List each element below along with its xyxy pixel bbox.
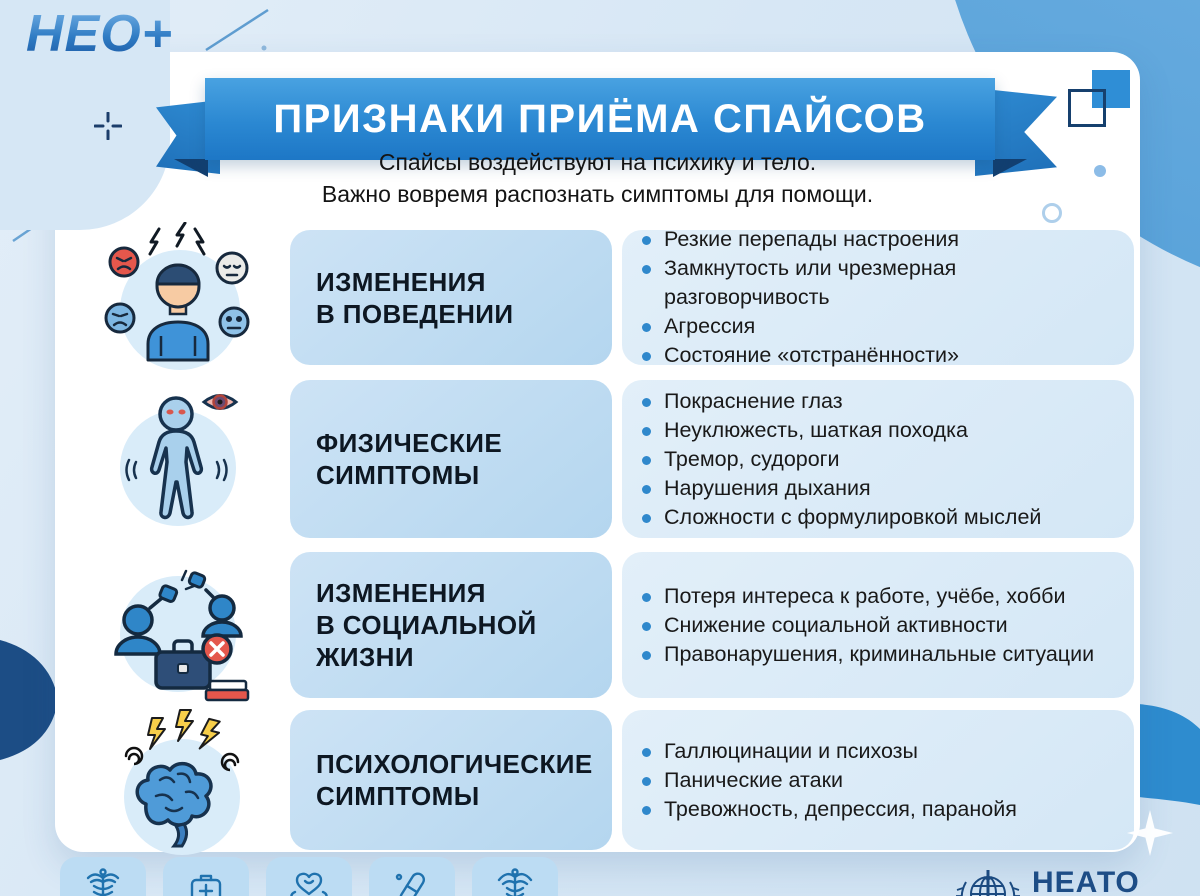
footer-tile <box>266 857 352 896</box>
symptom-item: Замкнутость или чрезмерная разговорчивость <box>640 254 1124 312</box>
symptom-item: Сложности с формулировкой мыслей <box>640 503 1124 532</box>
footer-tile <box>369 857 455 896</box>
right-arc-decor <box>1138 704 1200 805</box>
section-list-social <box>622 552 1134 698</box>
poster-title: ПРИЗНАКИ ПРИЁМА СПАЙСОВ <box>273 96 927 141</box>
footer-tile <box>472 857 558 896</box>
section-title-physical <box>290 380 612 538</box>
brain-lightning-icon <box>100 702 260 862</box>
person-emotions-icon <box>98 222 258 382</box>
symptom-item: Неуклюжесть, шаткая походка <box>640 416 1124 445</box>
section-title-line: В ПОВЕДЕНИИ <box>316 298 514 329</box>
symptom-item: Резкие перепады настроения <box>640 225 1124 254</box>
neo-plus-logo: НЕО+ <box>26 5 174 63</box>
hands-heart-icon <box>285 865 333 896</box>
crosshair-icon <box>94 112 122 140</box>
caduceus-icon <box>79 865 127 896</box>
section-title-line: СИМПТОМЫ <box>316 460 480 490</box>
symptom-item: Тревожность, депрессия, паранойя <box>640 795 1124 824</box>
symptom-item: Потеря интереса к работе, учёбе, хобби <box>640 582 1124 611</box>
footer-tile <box>60 857 146 896</box>
section-title-line: В СОЦИАЛЬНОЙ <box>316 610 537 640</box>
symptom-item: Тремор, судороги <box>640 445 1124 474</box>
who-emblem-icon <box>948 858 1028 896</box>
symptom-list <box>640 582 1124 669</box>
section-list-behavior <box>622 227 1134 367</box>
section-title-line: ИЗМЕНЕНИЯ <box>316 578 486 608</box>
symptom-list <box>640 225 1124 370</box>
section-title-behavior <box>290 230 612 365</box>
section-title-social <box>290 552 612 698</box>
section-list-psychological <box>622 710 1134 850</box>
caduceus-icon <box>491 865 539 896</box>
symptom-item: Нарушения дыхания <box>640 474 1124 503</box>
symptom-item: Правонарушения, криминальные ситуации <box>640 640 1124 669</box>
symptom-item: Состояние «отстранённости» <box>640 341 1124 370</box>
section-title-line: ИЗМЕНЕНИЯ <box>316 266 486 297</box>
symptom-item: Покраснение глаз <box>640 387 1124 416</box>
section-title-line: ЖИЗНИ <box>316 642 414 672</box>
symptom-item: Агрессия <box>640 312 1124 341</box>
first-aid-kit-icon <box>182 865 230 896</box>
symptom-item: Галлюцинации и психозы <box>640 737 1124 766</box>
section-title-line: ФИЗИЧЕСКИЕ <box>316 428 503 458</box>
org-name-text: НЕАТО <box>1032 866 1140 896</box>
left-arc-decor <box>0 640 58 760</box>
intro-line-2: Важно вовремя распознать симптомы для помощи. <box>321 181 874 207</box>
intro-line-1: Спайсы воздействуют на психику и тело. <box>378 149 817 175</box>
symptom-list <box>640 737 1124 824</box>
capsule-icon <box>388 865 436 896</box>
section-title-line: ПСИХОЛОГИЧЕСКИЕ <box>316 749 593 779</box>
symptom-list <box>640 387 1124 532</box>
square-decor-outline <box>1068 89 1106 127</box>
broken-connection-briefcase-icon <box>98 546 258 706</box>
section-title-line: СИМПТОМЫ <box>316 781 480 811</box>
body-red-eyes-icon <box>100 376 260 536</box>
footer-tile <box>163 857 249 896</box>
section-title-psychological <box>290 710 612 850</box>
intro-text <box>55 146 1140 210</box>
symptom-item: Снижение социальной активности <box>640 611 1124 640</box>
section-list-physical <box>622 380 1134 538</box>
symptom-item: Панические атаки <box>640 766 1124 795</box>
